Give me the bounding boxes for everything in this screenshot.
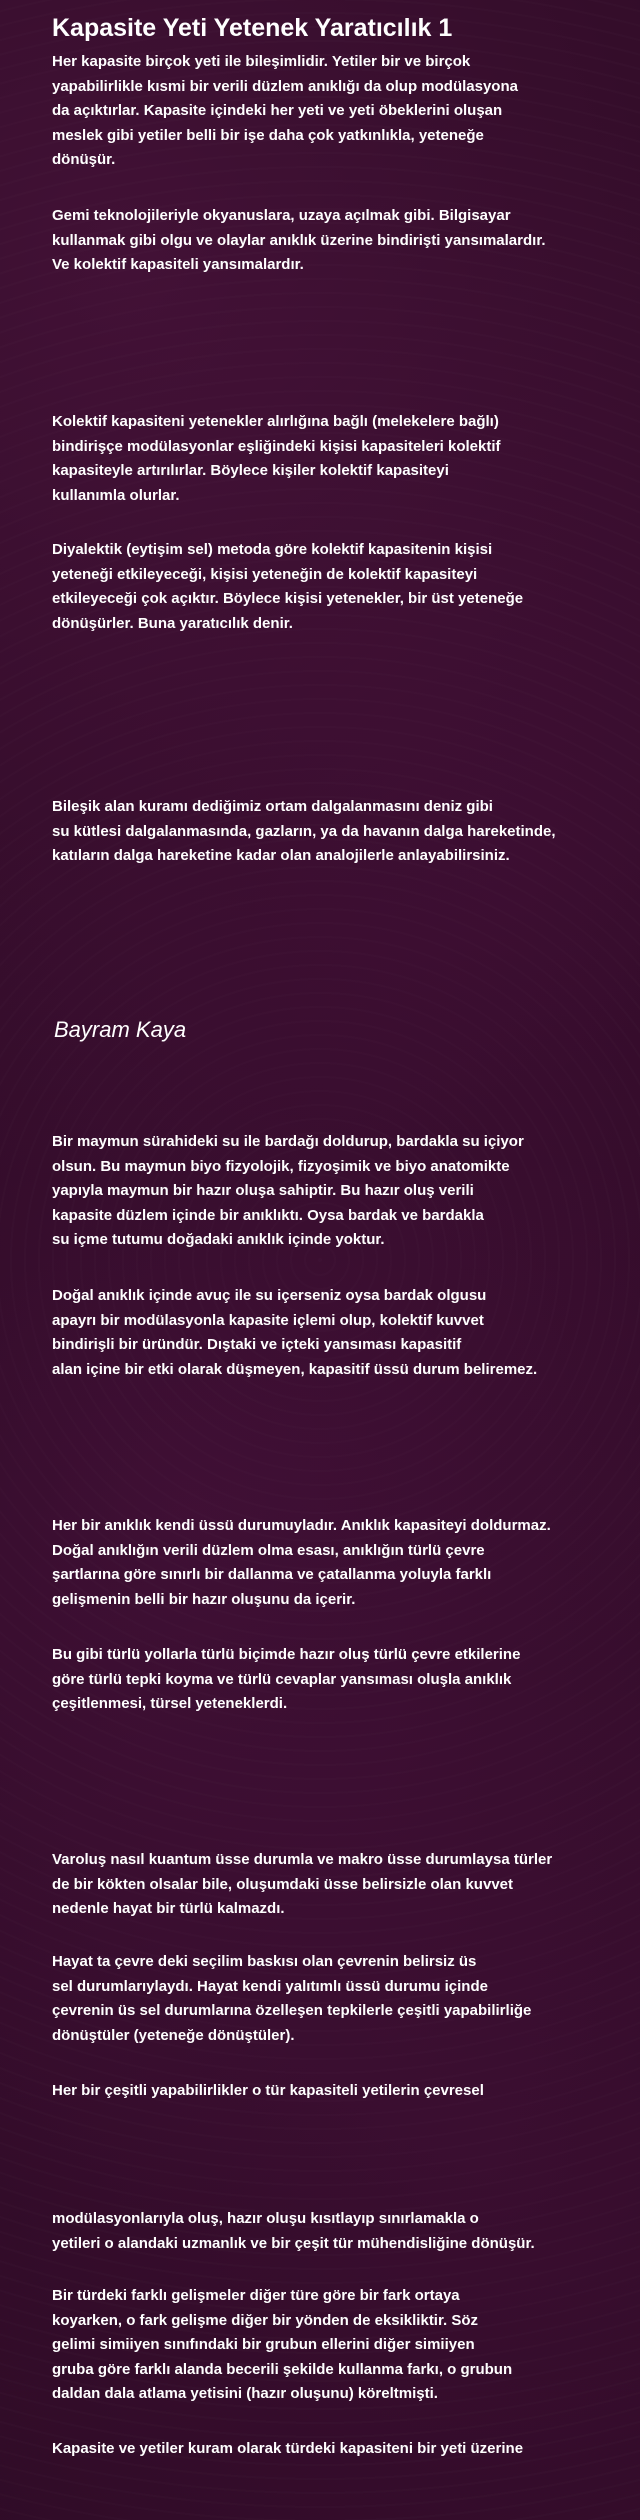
text-line: nedenle hayat bir türlü kalmazdı. — [52, 1900, 285, 1917]
paragraph-15 — [52, 2437, 632, 2462]
paragraph-7 — [52, 1284, 632, 1382]
text-line: Hayat ta çevre deki seçilim baskısı olan çevrenin belirsiz üs — [52, 1953, 477, 1970]
text-line: dönüştüler (yeteneğe dönüştüler). — [52, 2026, 295, 2044]
text-line: gelimi simiiyen sınıfındaki bir grubun ellerini diğer simiiyen — [52, 2336, 475, 2353]
text-line: Kapasite ve yetiler kuram olarak türdeki kapasiteni bir yeti üzerine — [52, 2440, 524, 2457]
text-line: çevrenin üs sel durumlarına özelleşen tepkilerle çeşitli yapabilirliğe — [52, 2002, 532, 2019]
text-line: sel durumlarıylaydı. Hayat kendi yalıtımlı üssü durumu içinde — [52, 1977, 488, 1995]
text-line: Ve kolektif kapasiteli yansımalardır. — [52, 256, 304, 273]
text-line: Her bir anıklık kendi üssü durumuyladır. Anıklık kapasiteyi doldurmaz. — [52, 1517, 551, 1534]
text-line: Gemi teknolojileriyle okyanuslara, uzaya açılmak gibi. Bilgisayar — [52, 207, 511, 224]
text-line: yetileri o alandaki uzmanlık ve bir çeşit tür mühendisliğine dönüşür. — [52, 2234, 535, 2252]
text-line: yapabilirlikle kısmi bir verili düzlem anıklığı da olup modülasyona — [52, 77, 518, 95]
text-line: çeşitlenmesi, türsel yeteneklerdi. — [52, 1695, 288, 1712]
text-line: yeteneği etkileyeceği, kişisi yeteneğin de kolektif kapasiteyi — [52, 565, 478, 583]
text-line: Doğal anıklık içinde avuç ile su içerseniz oysa bardak olgusu — [52, 1287, 487, 1304]
text-line: dönüşürler. Buna yaratıcılık denir. — [52, 614, 293, 632]
text-line: kapasite düzlem içinde bir anıklıktı. Oysa bardak ve bardakla — [52, 1206, 484, 1224]
article-title: Kapasite Yeti Yetenek Yaratıcılık 1 — [52, 14, 453, 42]
text-line: alan içine bir etki olarak düşmeyen, kapasitif üssü durum beliremez. — [52, 1360, 538, 1378]
paragraph-14 — [52, 2284, 632, 2407]
text-line: etkileyeceği çok açıktır. Böylece kişisi yetenekler, bir üst yeteneğe — [52, 590, 524, 607]
paragraph-1 — [52, 50, 632, 173]
paragraph-4 — [52, 538, 632, 636]
text-line: Diyalektik (eytişim sel) metoda göre kolektif kapasitenin kişisi — [52, 541, 493, 558]
paragraph-9 — [52, 1643, 632, 1717]
text-line: Bir türdeki farklı gelişmeler diğer türe göre bir fark ortaya — [52, 2287, 460, 2304]
paragraph-12 — [52, 2079, 632, 2104]
text-line: bindirişli bir üründür. Dıştaki ve içteki yansıması kapasitif — [52, 1336, 462, 1353]
text-line: de bir kökten olsalar bile, oluşumdaki üsse belirsizle olan kuvvet — [52, 1875, 513, 1893]
text-line: Doğal anıklığın verili düzlem olma esası, anıklığın türlü çevre — [52, 1541, 485, 1559]
text-line: bindirişçe modülasyonlar eşliğindeki kişisi kapasiteleri kolektif — [52, 437, 501, 455]
text-line: Her bir çeşitli yapabilirlikler o tür kapasiteli yetilerin çevresel — [52, 2082, 484, 2099]
paragraph-5 — [52, 795, 632, 869]
text-line: su kütlesi dalgalanmasında, gazların, ya da havanın dalga hareketinde, — [52, 822, 556, 840]
text-line: katıların dalga hareketine kadar olan analojilerle anlayabilirsiniz. — [52, 847, 510, 864]
paragraph-10 — [52, 1848, 632, 1922]
paragraph-8 — [52, 1514, 632, 1612]
paragraph-6 — [52, 1130, 632, 1253]
text-line: kullanımla olurlar. — [52, 486, 180, 504]
text-line: şartlarına göre sınırlı bir dallanma ve çatallanma yoluyla farklı — [52, 1566, 492, 1583]
text-line: Varoluş nasıl kuantum üsse durumla ve makro üsse durumlaysa türler — [52, 1851, 553, 1868]
text-line: Her kapasite birçok yeti ile bileşimlidir. Yetiler bir ve birçok — [52, 53, 471, 70]
text-line: kapasiteyle artırılırlar. Böylece kişiler kolektif kapasiteyi — [52, 462, 449, 479]
text-line: göre türlü tepki koyma ve türlü cevaplar yansıması oluşla anıklık — [52, 1670, 512, 1688]
text-line: kullanmak gibi olgu ve olaylar anıklık üzerine bindirişti yansımalardır. — [52, 231, 546, 249]
text-line: Bileşik alan kuramı dediğimiz ortam dalgalanmasını deniz gibi — [52, 798, 493, 815]
text-line: su içme tutumu doğadaki anıklık içinde yoktur. — [52, 1231, 385, 1248]
text-line: gruba göre farklı alanda becerili şekilde kullanma farkı, o grubun — [52, 2360, 513, 2378]
text-line: da açıktırlar. Kapasite içindeki her yeti ve yeti öbeklerini oluşan — [52, 102, 503, 119]
text-line: olsun. Bu maymun biyo fizyolojik, fizyoşimik ve biyo anatomikte — [52, 1157, 510, 1175]
text-line: meslek gibi yetiler belli bir işe daha çok yatkınlıkla, yeteneğe — [52, 126, 484, 144]
text-line: koyarken, o fark gelişme diğer bir yönden de eksikliktir. Söz — [52, 2311, 478, 2329]
text-line: daldan dala atlama yetisini (hazır oluşunu) köreltmişti. — [52, 2385, 438, 2402]
text-line: modülasyonlarıyla oluş, hazır oluşu kısıtlayıp sınırlamakla o — [52, 2210, 479, 2227]
text-line: Bir maymun sürahideki su ile bardağı doldurup, bardakla su içiyor — [52, 1133, 524, 1150]
paragraph-11 — [52, 1950, 632, 2048]
paragraph-3 — [52, 410, 632, 508]
text-line: gelişmenin belli bir hazır oluşunu da içerir. — [52, 1590, 356, 1608]
text-line: dönüşür. — [52, 151, 116, 168]
paragraph-2 — [52, 204, 632, 278]
paragraph-13 — [52, 2207, 632, 2256]
text-line: Bu gibi türlü yollarla türlü biçimde hazır oluş türlü çevre etkilerine — [52, 1646, 521, 1663]
author-name: Bayram Kaya — [54, 1017, 187, 1042]
text-line: yapıyla maymun bir hazır oluşa sahiptir. Bu hazır oluş verili — [52, 1182, 474, 1199]
text-line: apayrı bir modülasyonla kapasite içlemi olup, kolektif kuvvet — [52, 1311, 484, 1329]
text-line: Kolektif kapasiteni yetenekler alırlığına bağlı (melekelere bağlı) — [52, 413, 499, 430]
